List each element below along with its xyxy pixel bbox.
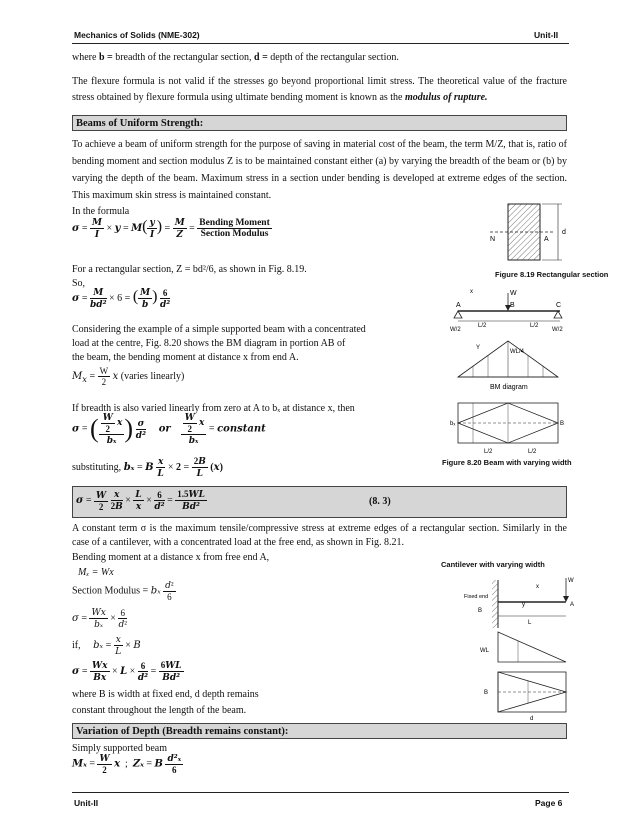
footer-rule <box>72 792 569 793</box>
depth-variation-equation: Mₓ = $\frac{W}{2}$ x ; Zₓ = B $\frac{\text{d²ₓ}}{6}$ <box>72 754 182 775</box>
figure-8-19-rectangular-section <box>480 200 580 268</box>
figure-8-20-varying-width <box>448 285 568 457</box>
fig820-x-label: x <box>470 289 473 295</box>
fig821-b-label: B <box>478 608 483 614</box>
fig821-x-label: x <box>536 584 539 590</box>
fig820-a-label: A <box>456 302 461 309</box>
flexure-equation: σ = $\frac{M}{I}$ × y = M( $\frac{y}{I}$ ) = $\frac{M}{Z}$ = $\frac{\text{Bending Moment}}{\text{Section Modulus}}$ <box>72 217 270 240</box>
sigma-wl-equation: σ = $\frac{Wx}{Bx}$ × L × $\frac{6}{\text{d²}}$ = $\frac{6WL}{\text{Bd²}}$ <box>72 660 182 683</box>
header-rule <box>72 43 569 44</box>
bending-moment-line: Bending moment at a distance x from free end A, <box>72 552 270 563</box>
fig819-d-label: d <box>562 229 566 236</box>
fig821-dx-label: d <box>530 716 534 722</box>
so-text: So, <box>72 278 86 289</box>
equation-8-3-box <box>72 486 567 518</box>
substituting-equation: substituting, bₓ = B $\frac{x}{L}$ × 2 = $\frac{2B}{L}$ (x) <box>72 456 223 479</box>
fig820-wl4-label: WL/4 <box>510 349 525 355</box>
fig820-c-label: C <box>556 302 562 309</box>
rectangular-section-line: For a rectangular section, Z = bd²/6, as shown in Fig. 8.19. <box>72 264 307 275</box>
fig820-w2-right: W/2 <box>552 327 563 333</box>
in-formula-text: In the formula <box>72 206 130 217</box>
fig820-y-label: Y <box>476 345 481 351</box>
fig820-b-label: B <box>510 302 515 309</box>
uniform-strength-paragraph: To achieve a beam of uniform strength for the purpose of saving in material cost of the beam, the term M/Z, that is, ratio of bending moment and section modulus Z is to be maintained constant either (a) by varying the breadth of the beam or (b) by varying the depth of the beam. Maximum stress in a section under bending is developed at extreme edges of the section. This maximum skin stress is maintained constant. <box>72 139 567 201</box>
figure-8-20-caption: Figure 8.20 Beam with varying width <box>442 458 572 467</box>
section-heading-variation-depth: Variation of Depth (Breadth remains constant): <box>72 723 567 739</box>
header-title: Mechanics of Solids (NME-302) <box>74 30 200 40</box>
mx-wx-line: Mₓ = Wx <box>78 567 114 578</box>
simply-supported-text: Simply supported beam <box>72 743 167 754</box>
where-line-1: where B is width at fixed end, d depth remains <box>72 689 259 700</box>
example-line-1: Considering the example of a simple supported beam with a concentrated <box>72 324 366 335</box>
fig820-plan-l2-right: L/2 <box>528 449 537 455</box>
sigma-wx-equation: σ = $\frac{Wx}{\text{bₓ}}$ × $\frac{6}{\text{d²}}$ <box>72 607 127 630</box>
fig820-bx-label: bₓ <box>450 421 456 427</box>
section-heading-uniform-strength: Beams of Uniform Strength: <box>72 115 567 131</box>
fig821-l-label: L <box>528 620 532 626</box>
fig821-plan-b-label: B <box>484 690 489 696</box>
intro-line: where b = breadth of the rectangular section, d = depth of the rectangular section. <box>72 52 399 63</box>
fig821-fixed-label: Fixed end <box>464 594 489 600</box>
figure-8-21-caption: Cantilever with varying width <box>441 560 545 569</box>
fig820-plan-l2-left: L/2 <box>484 449 493 455</box>
fig821-y-label: y <box>522 602 525 608</box>
fig820-w2-left: W/2 <box>450 327 461 333</box>
figure-8-21-cantilever <box>458 572 576 722</box>
equation-8-3-number: (8. 3) <box>369 496 391 507</box>
example-line-2: load at the centre, Fig. 8.20 shows the BM diagram in portion AB of <box>72 338 346 349</box>
breadth-line: If breadth is also varied linearly from zero at A to bₓ at distance x, then <box>72 403 355 414</box>
fig821-a-label: A <box>570 602 575 608</box>
where-line-2: constant throughout the length of the beam. <box>72 705 247 716</box>
fig820-plan-b-label: B <box>560 421 565 427</box>
fig820-l2-right: L/2 <box>530 323 539 329</box>
fig820-l2-left: L/2 <box>478 323 487 329</box>
mx-equation: $M_x$ = $\frac{W}{2}$ x (varies linearly) <box>72 366 185 387</box>
section-modulus-equation: Section Modulus = bₓ $\frac{\text{d²}}{6}$ <box>72 580 174 602</box>
header-unit: Unit-II <box>534 30 559 40</box>
fig819-a-label: A <box>544 236 549 243</box>
figure-8-19-caption: Figure 8.19 Rectangular section <box>495 270 609 279</box>
constant-term-paragraph: A constant term σ is the maximum tensile/compressive stress at extreme edges of a rectangular section. Similarly in the case of a cantilever, with a concentrated load at the free end, as shown in Fig. 8.21. <box>72 523 567 548</box>
intro-paragraph: The flexure formula is not valid if the stresses go beyond proportional limit stress. The theoretical value of the fracture stress obtained by flexure formula using ultimate bending moment is known as the modulus of rupture. <box>72 76 567 103</box>
fig821-w-label: W <box>568 578 574 584</box>
footer-page: Page 6 <box>535 798 563 808</box>
example-line-3: the beam, the bending moment at distance x from end A. <box>72 352 299 363</box>
fig821-wl-label: WL <box>480 648 489 654</box>
footer-unit: Unit-II <box>74 798 99 808</box>
sigma-rect-equation: σ = $\frac{M}{\text{bd²}}$ × 6 = ( $\frac{M}{b}$ ) $\frac{6}{\text{d²}}$ <box>72 287 171 310</box>
fig820-w-label: W <box>510 290 517 297</box>
if-equation: if, bₓ = $\frac{x}{L}$ × B <box>72 635 141 657</box>
equation-8-3: σ = $\frac{W}{2}$ $\frac{x}{2B}$ × $\frac{L}{x}$ × $\frac{6}{\text{d²}}$ = $\frac{1.5WL}{\text{Bd²}}$ <box>76 489 205 512</box>
fig820-bm-label: BM diagram <box>490 384 528 391</box>
fig819-n-label: N <box>490 236 496 243</box>
sigma-bx-equation: σ = ( $\frac{W}{2}$ x bₓ ) $\frac{\sigma}{\text{d²}}$ or $\frac{W}{2}$ x bₓ = constant <box>72 413 266 446</box>
